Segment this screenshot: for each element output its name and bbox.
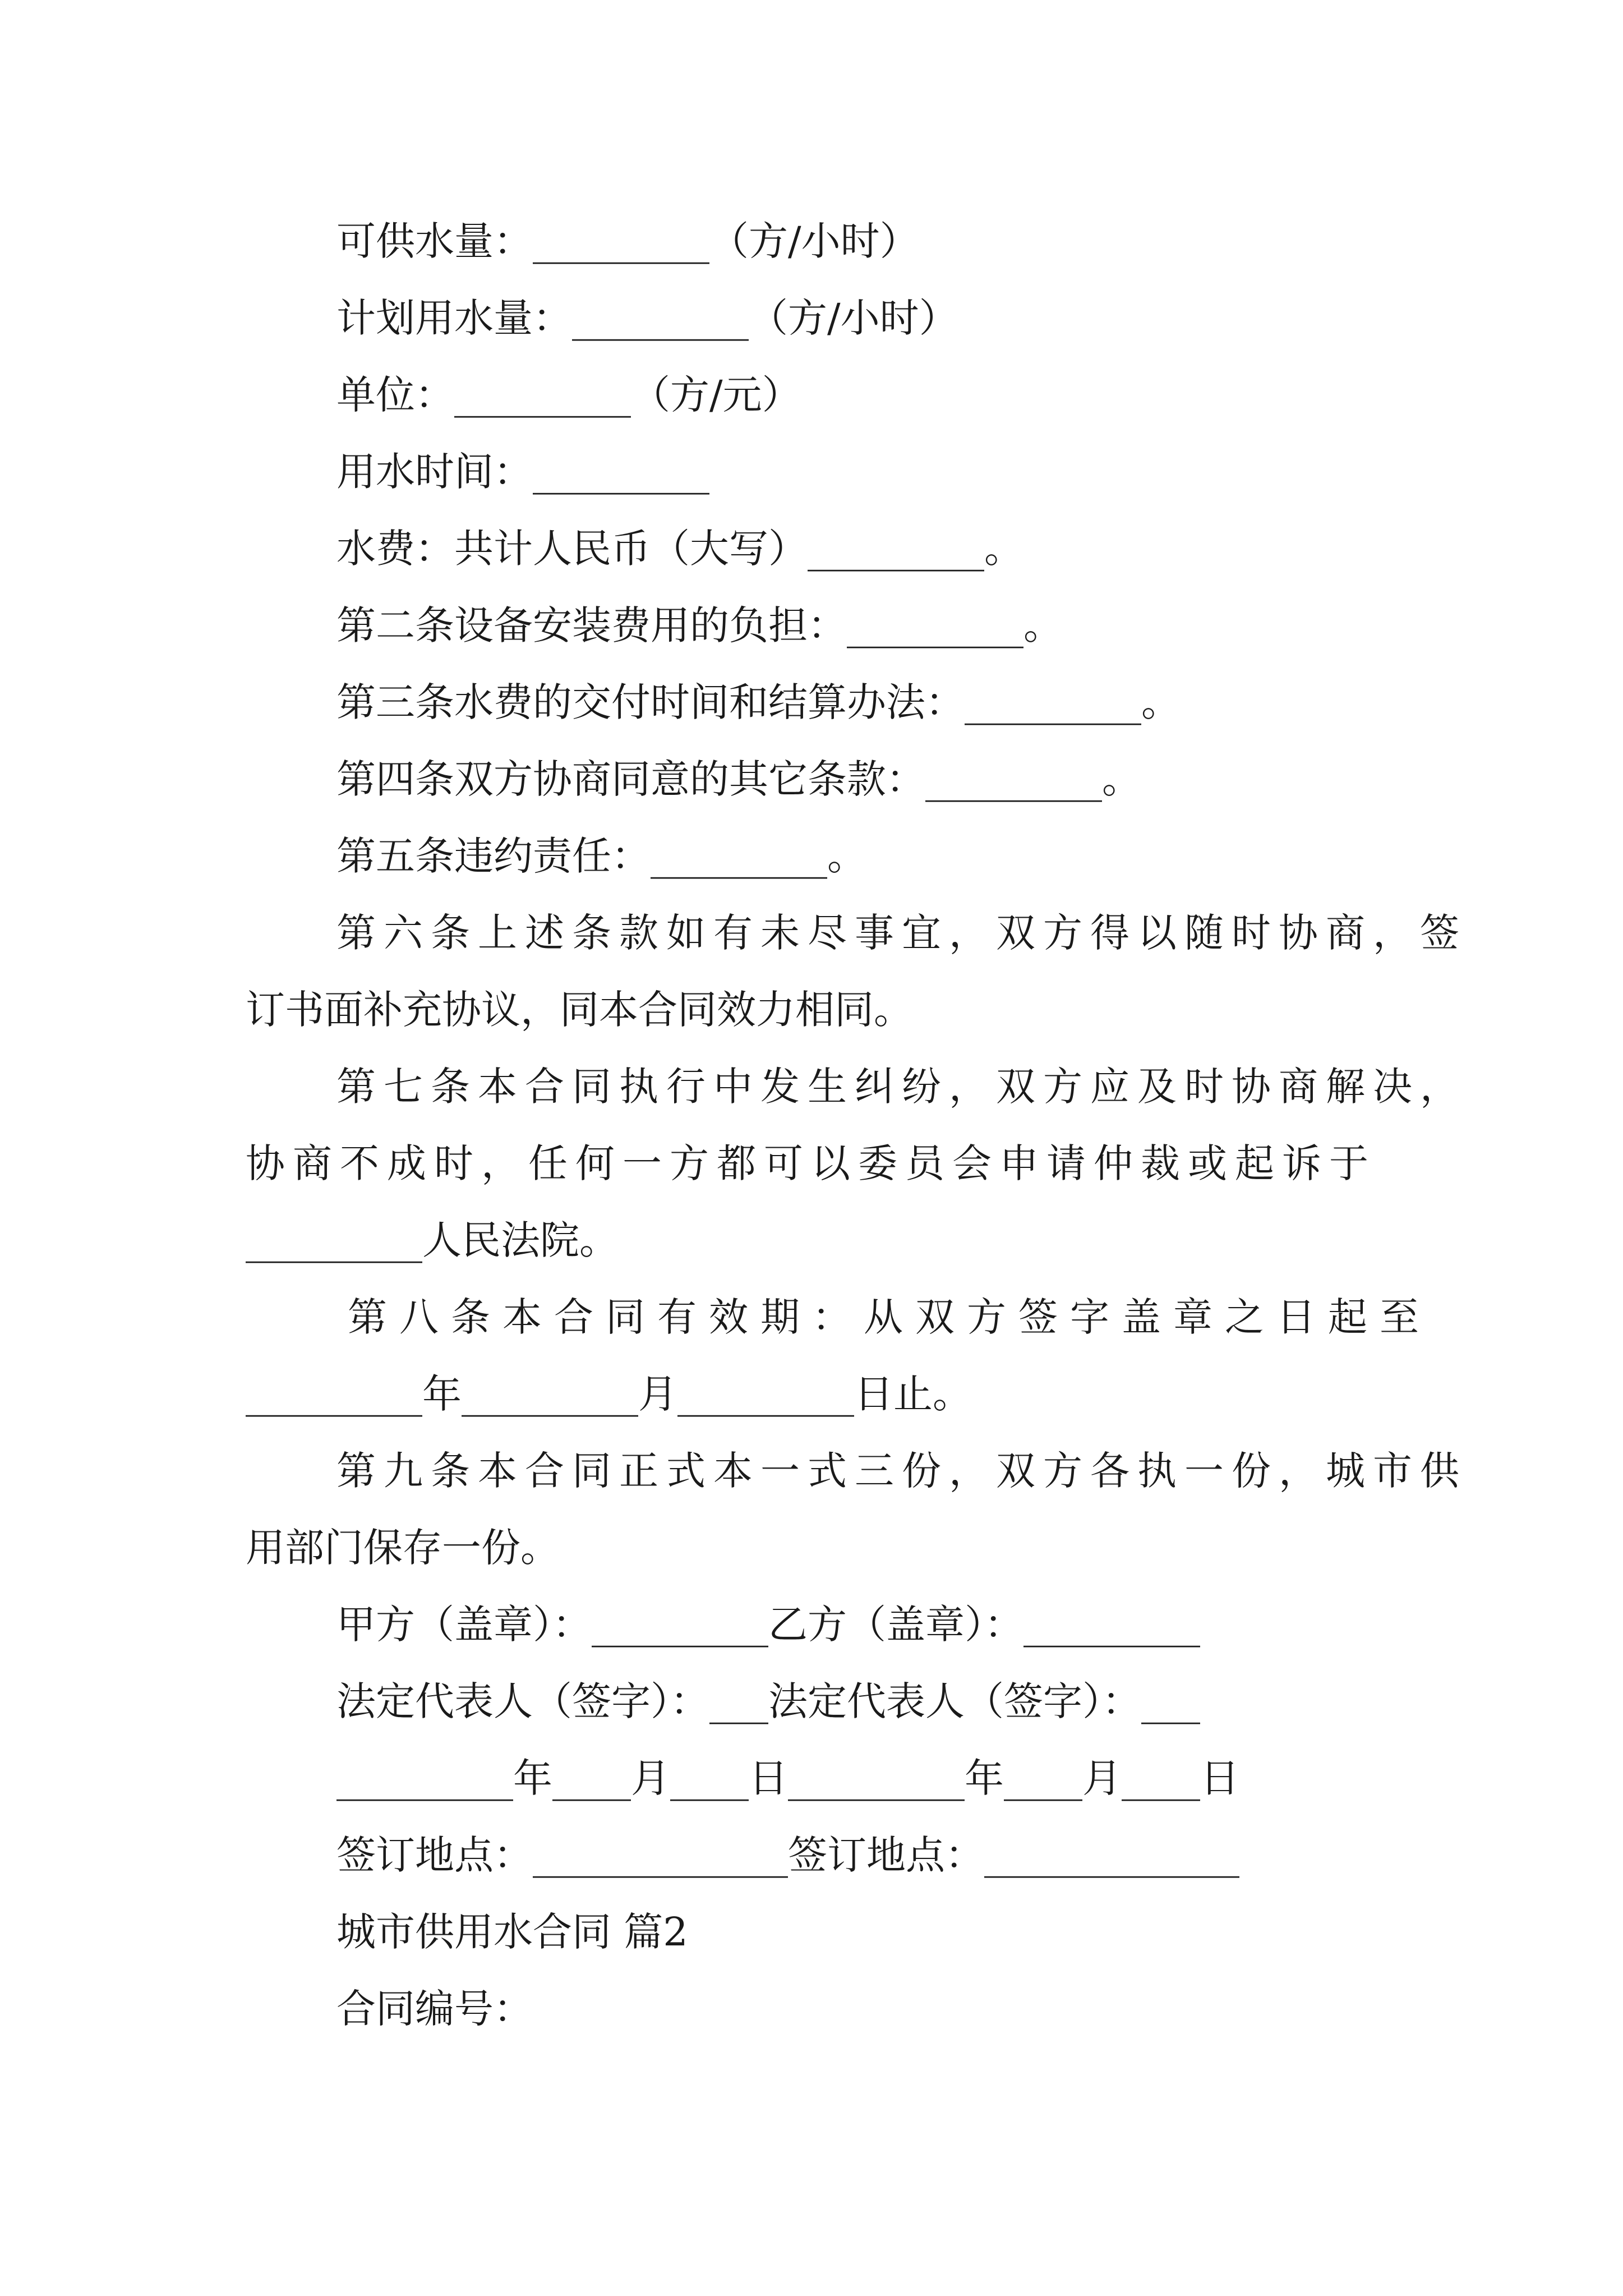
text-line-signing-dates: _________年____月____日_________年____月____日 (336, 1755, 1239, 1801)
text-line-supply-volume: 可供水量：_________（方/小时） (336, 218, 919, 264)
text-line-article-7-cont: 协商不成时，任何一方都可以委员会申请仲裁或起诉于 (246, 1140, 1376, 1186)
section-title: 城市供用水合同 篇2 (336, 1909, 688, 1955)
text-line-article-8: 第八条本合同有效期：从双方签字盖章之日起至 (348, 1294, 1431, 1340)
text-line-article-7-court: _________人民法院。 (246, 1217, 619, 1263)
text-line-legal-representatives: 法定代表人（签字）：___法定代表人（签字）：___ (336, 1678, 1200, 1724)
text-line-article-9-cont: 用部门保存一份。 (246, 1525, 560, 1571)
text-line-article-6-cont: 订书面补充协议，同本合同效力相同。 (246, 987, 913, 1033)
text-line-article-7: 第七条本合同执行中发生纠纷，双方应及时协商解决， (336, 1064, 1467, 1110)
text-line-article-9: 第九条本合同正式本一式三份，双方各执一份，城市供 (336, 1448, 1467, 1494)
text-line-usage-time: 用水时间：_________ (336, 449, 709, 495)
text-line-signing-places: 签订地点：_____________签订地点：_____________ (336, 1832, 1239, 1878)
text-line-article-2: 第二条设备安装费用的负担：_________。 (336, 602, 1063, 648)
text-line-article-6: 第六条上述条款如有未尽事宜，双方得以随时协商，签 (336, 910, 1467, 956)
text-line-party-seals: 甲方（盖章）：_________乙方（盖章）：_________ (336, 1602, 1200, 1648)
text-line-article-8-date: _________年_________月_________日止。 (246, 1371, 972, 1417)
text-line-article-3: 第三条水费的交付时间和结算办法：_________。 (336, 679, 1181, 725)
text-line-article-5: 第五条违约责任：_________。 (336, 833, 866, 879)
text-line-contract-number: 合同编号： (336, 1986, 533, 2032)
text-line-planned-volume: 计划用水量：_________（方/小时） (336, 295, 958, 341)
text-line-unit: 单位：_________（方/元） (336, 372, 801, 418)
text-line-water-fee: 水费：共计人民币（大写）_________。 (336, 526, 1023, 572)
text-line-article-4: 第四条双方协商同意的其它条款：_________。 (336, 756, 1141, 802)
